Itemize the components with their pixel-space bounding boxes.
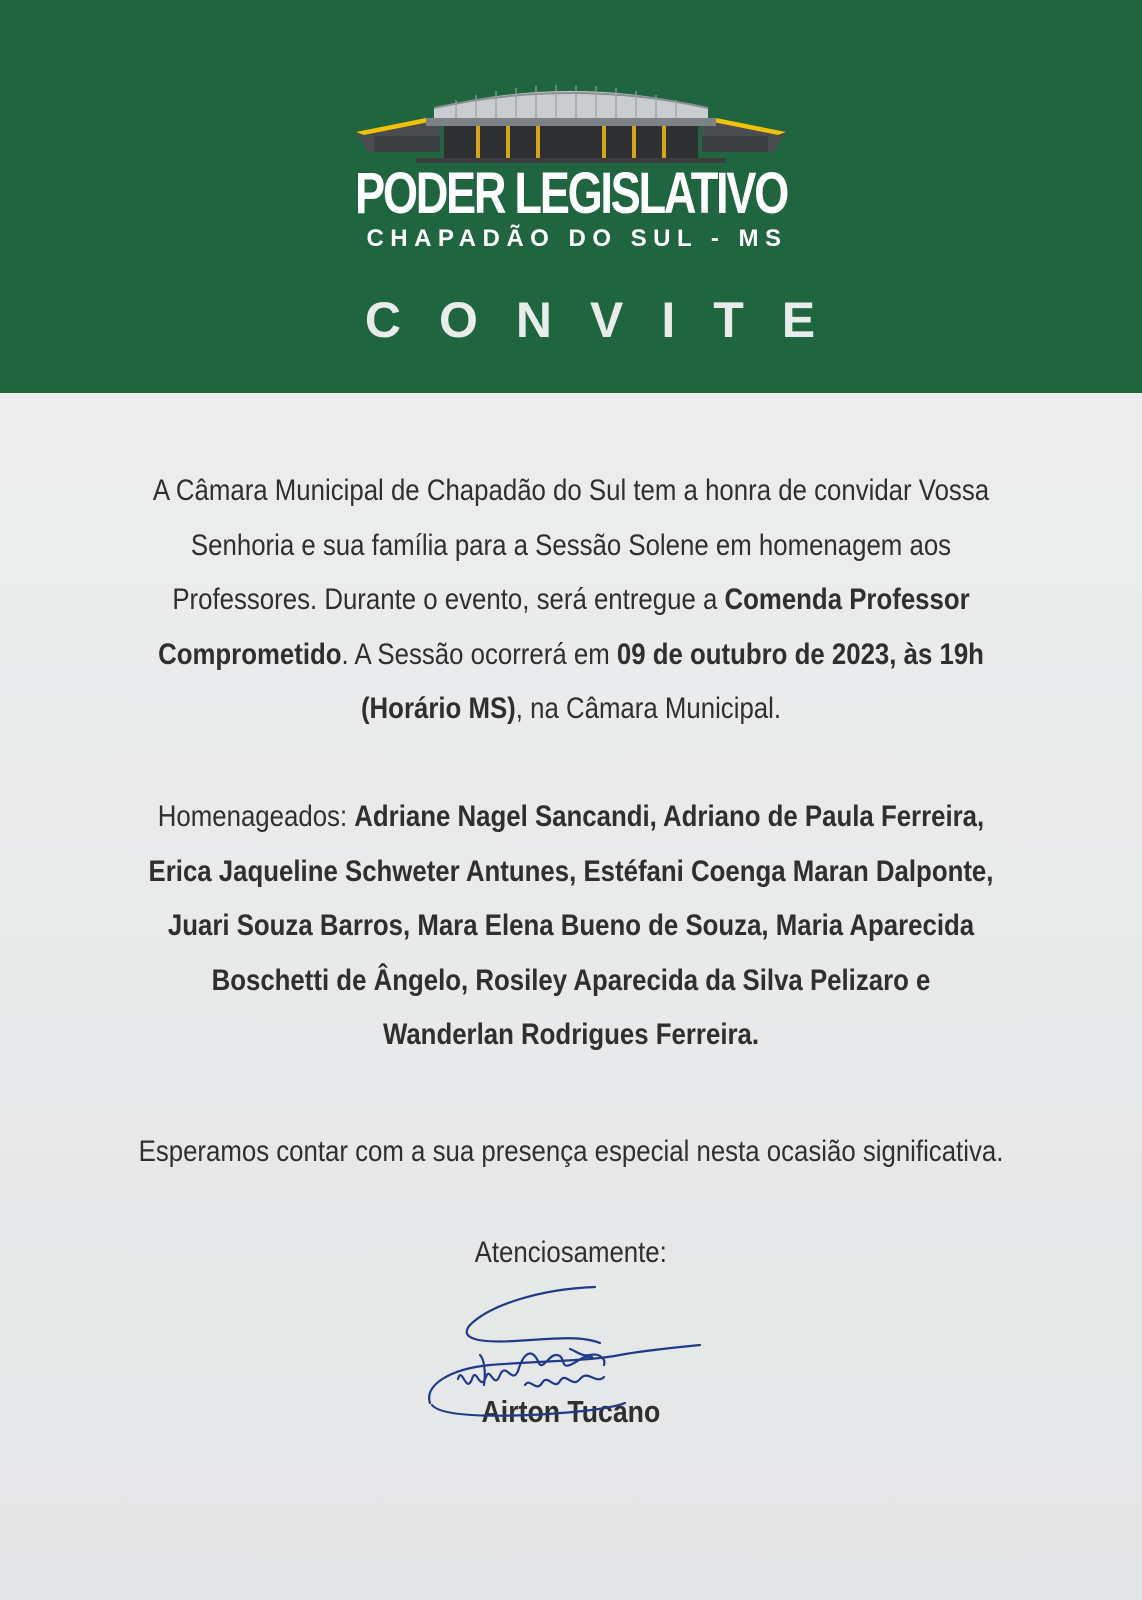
bold-text-run: Juari Souza Barros, Mara Elena Bueno de Souza, Maria Aparecida: [167, 909, 975, 942]
text-run: Esperamos contar com a sua presença especial nesta ocasião significativa.: [138, 1135, 1004, 1168]
salutation: [0, 1233, 1142, 1273]
legislative-building-icon: [356, 74, 786, 166]
text-line: [80, 790, 1062, 845]
salutation-text: Atenciosamente:: [474, 1236, 668, 1269]
document-title: CONVITE: [364, 292, 854, 348]
brand-subtitle: CHAPADÃO DO SUL - MS: [366, 225, 788, 252]
bold-text-run: Adriane Nagel Sancandi, Adriano de Paula Ferreira,: [354, 800, 985, 833]
text-line: [80, 573, 1062, 628]
text-line: [80, 845, 1062, 900]
bold-text-run: Erica Jaqueline Schweter Antunes, Estéfani Coenga Maran Dalponte,: [148, 854, 994, 888]
signer-name-text: Airton Tucano: [481, 1394, 661, 1429]
bold-text-run: Boschetti de Ângelo, Rosiley Aparecida da Silva Pelizaro e: [211, 963, 931, 997]
text-line: [80, 464, 1062, 519]
text-line: [80, 628, 1062, 683]
brand-title: PODER LEGISLATIVO: [355, 161, 787, 226]
closing-paragraph: [0, 1125, 1142, 1180]
text-line: [80, 519, 1062, 574]
text-line: [80, 1125, 1062, 1180]
honorees-paragraph: [0, 790, 1142, 1063]
text-run: . A Sessão ocorrerá em: [341, 637, 617, 671]
bold-text-run: Wanderlan Rodrigues Ferreira.: [382, 1018, 760, 1051]
text-line: [80, 899, 1062, 954]
handwritten-signature: [420, 1285, 720, 1445]
text-run: A Câmara Municipal de Chapadão do Sul tem a honra de convidar Vossa: [152, 474, 990, 507]
text-line: [80, 682, 1062, 737]
text-line: [80, 1008, 1062, 1063]
bold-text-run: 09 de outubro de 2023, às 19h: [616, 637, 984, 671]
header-banner: [0, 0, 1142, 393]
text-run: Professores. Durante o evento, será entregue a: [172, 583, 725, 616]
text-run: Senhoria e sua família para a Sessão Solene em homenagem aos: [190, 528, 952, 562]
text-line: [80, 954, 1062, 1009]
bold-text-run: Comprometido: [158, 637, 342, 671]
bold-text-run: Comenda Professor: [724, 583, 970, 616]
text-run: Homenageados:: [157, 800, 355, 833]
bold-text-run: (Horário MS): [360, 692, 516, 725]
text-run: , na Câmara Municipal.: [515, 692, 782, 725]
invitation-paragraph: [0, 464, 1142, 737]
